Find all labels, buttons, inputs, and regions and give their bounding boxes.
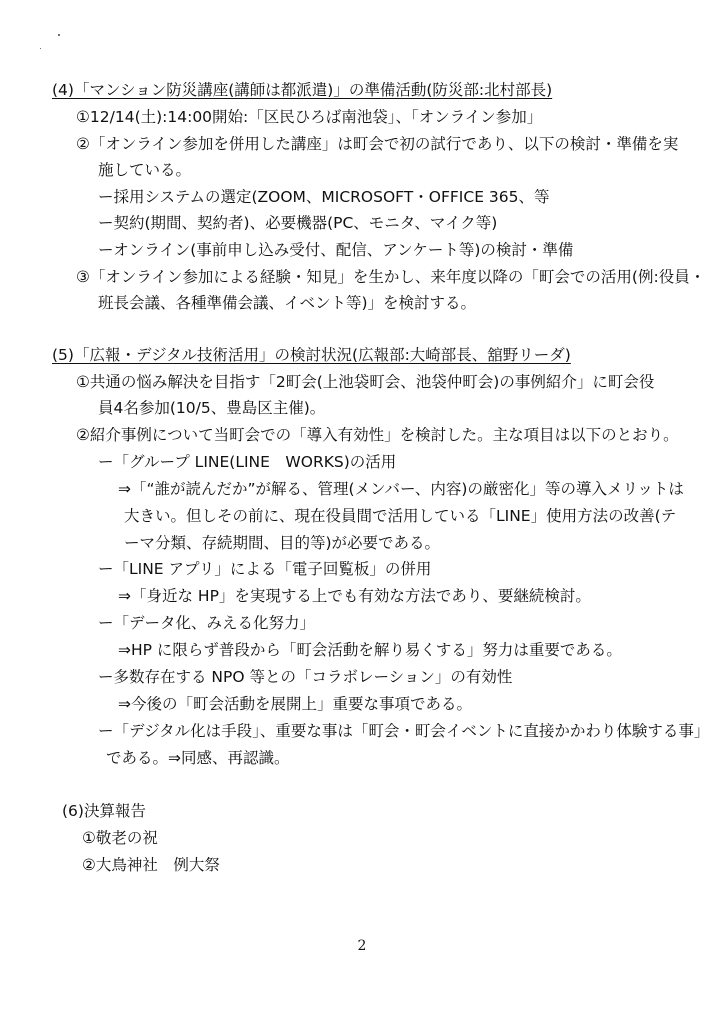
point-1-line-3: ーマ分類、存続期間、目的等)が必要である。 bbox=[124, 534, 441, 552]
section-4-item-1: ①12/14(土):14:00開始:「区民ひろば南池袋」、「オンライン参加」 bbox=[76, 108, 543, 126]
section-4-item-2-line-2: 施している。 bbox=[98, 161, 192, 179]
section-4-sub-3: ーオンライン(事前申し込み受付、配信、アンケート等)の検討・準備 bbox=[98, 241, 574, 259]
section-4-item-2-line-1: ②「オンライン参加を併用した講座」は町会で初の試行であり、以下の検討・準備を実 bbox=[76, 135, 679, 153]
point-1-line-1: ⇒「“誰が読んだか”が解る、管理(メンバー、内容)の厳密化」等の導入メリットは bbox=[118, 480, 684, 498]
section-5-item-1-line-2: 員4名参加(10/5、豊島区主催)。 bbox=[98, 399, 326, 417]
scan-speck bbox=[58, 34, 60, 36]
scan-speck bbox=[40, 48, 41, 49]
section-4-item-3-line-1: ③「オンライン参加による経験・知見」を生かし、来年度以降の「町会での活用(例:役員・ bbox=[76, 268, 706, 286]
section-4-sub-2: ー契約(期間、契約者)、必要機器(PC、モニタ、マイク等) bbox=[98, 214, 498, 232]
point-3-line-1: ⇒HP に限らず普段から「町会活動を解り易くする」努力は重要である。 bbox=[118, 641, 622, 659]
point-2-line-1: ⇒「身近な HP」を実現する上でも有効な方法であり、要継続検討。 bbox=[118, 587, 591, 605]
point-5-title: ー「デジタル化は手段」、重要な事は「町会・町会イベントに直接かかわり体験する事」 bbox=[98, 722, 710, 740]
section-6-item-2: ②大鳥神社 例大祭 bbox=[82, 856, 220, 874]
point-4-line-1: ⇒今後の「町会活動を展開上」重要な事項である。 bbox=[118, 695, 472, 713]
point-5-line-1: である。⇒同感、再認識。 bbox=[106, 749, 290, 767]
point-1-line-2: 大きい。但しその前に、現在役員間で活用している「LINE」使用方法の改善(テ bbox=[124, 507, 677, 525]
section-5-item-1-line-1: ①共通の悩み解決を目指す「2町会(上池袋町会、池袋仲町会)の事例紹介」に町会役 bbox=[76, 373, 655, 391]
section-6-heading: (6)決算報告 bbox=[62, 802, 146, 820]
page-number: 2 bbox=[357, 938, 367, 954]
point-2-title: ー「LINE アプリ」による「電子回覧板」の併用 bbox=[98, 560, 432, 578]
point-4-title: ー多数存在する NPO 等との「コラボレーション」の有効性 bbox=[98, 668, 513, 686]
section-4-sub-1: ー採用システムの選定(ZOOM、MICROSOFT・OFFICE 365、等 bbox=[98, 188, 550, 206]
section-5-heading: (5)「広報・デジタル技術活用」の検討状況(広報部:大崎部長、舘野リーダ) bbox=[52, 346, 571, 364]
point-1-title: ー「グループ LINE(LINE WORKS)の活用 bbox=[98, 453, 397, 471]
point-3-title: ー「データ化、みえる化努力」 bbox=[98, 614, 316, 632]
section-4-item-3-line-2: 班長会議、各種準備会議、イベント等)」を検討する。 bbox=[98, 294, 477, 312]
section-6-item-1: ①敬老の祝 bbox=[82, 829, 158, 847]
section-5-item-2: ②紹介事例について当町会での「導入有効性」を検討した。主な項目は以下のとおり。 bbox=[76, 426, 679, 444]
section-4-heading: (4)「マンション防災講座(講師は都派遣)」の準備活動(防災部:北村部長) bbox=[52, 81, 553, 99]
